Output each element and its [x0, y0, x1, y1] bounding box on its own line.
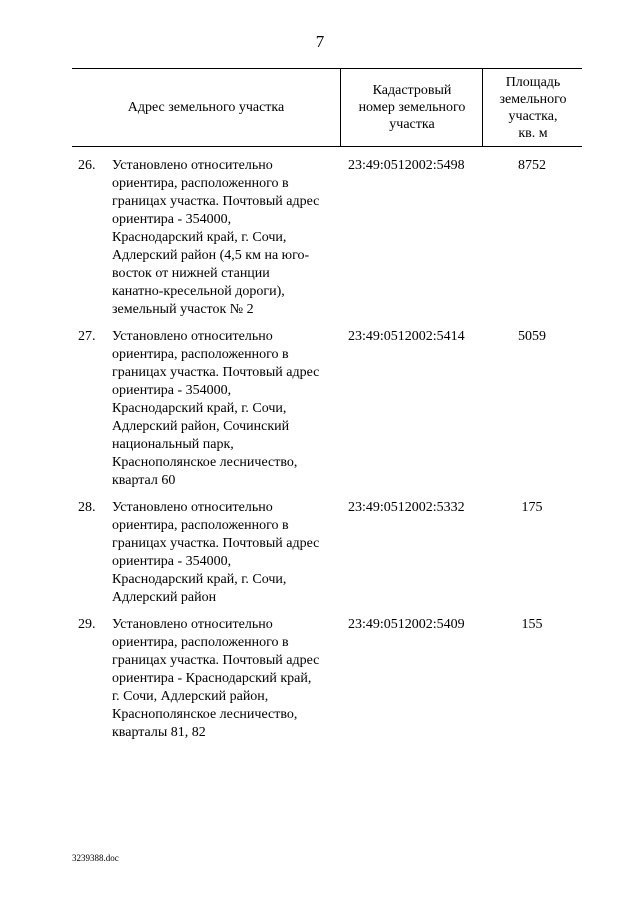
row-cadastral-number: 23:49:0512002:5409 [348, 617, 465, 632]
row-address: Установлено относительно ориентира, расположенного в границах участка. Почтовый адрес ориентира - 354000, Краснодарский край, г. Сочи, Адлерский район (4,5 км на юго- восток от нижней станции канатно-кресельной дороги), земельный участок № 2 [112, 158, 320, 317]
table-body [72, 157, 582, 751]
table-row [72, 328, 582, 499]
row-area: 175 [521, 500, 543, 515]
header-address-label: Адрес земельного участка [127, 100, 285, 115]
row-number: 28. [78, 500, 96, 515]
row-area: 8752 [518, 158, 546, 173]
row-address: Установлено относительно ориентира, расположенного в границах участка. Почтовый адрес ориентира - 354000, Краснодарский край, г. Сочи, Адлерский район, Сочинский национальный парк, Краснополянское лесничество, квартал 60 [112, 329, 320, 488]
document-filename: 3239388.doc [72, 853, 119, 863]
row-cadastral-number: 23:49:0512002:5332 [348, 500, 465, 515]
row-number: 26. [78, 158, 96, 173]
header-area [482, 69, 583, 146]
header-area-label: Площадь земельного участка, кв. м [499, 74, 567, 141]
row-cadastral-number: 23:49:0512002:5498 [348, 158, 465, 173]
header-cadastral-label: Кадастровый номер земельного участка [358, 83, 466, 132]
table-row [72, 157, 582, 328]
row-number: 27. [78, 329, 96, 344]
page-number: 7 [315, 32, 325, 51]
header-address [72, 69, 340, 146]
row-address: Установлено относительно ориентира, расположенного в границах участка. Почтовый адрес ориентира - Краснодарский край, г. Сочи, Адлерский район, Краснополянское лесничество, кварталы 81, 82 [112, 617, 320, 740]
row-area: 155 [521, 617, 543, 632]
row-cadastral-number: 23:49:0512002:5414 [348, 329, 465, 344]
row-number: 29. [78, 617, 96, 632]
header-cadastral [340, 69, 483, 146]
row-address: Установлено относительно ориентира, расположенного в границах участка. Почтовый адрес ориентира - 354000, Краснодарский край, г. Сочи, Адлерский район [112, 500, 320, 605]
table-row [72, 616, 582, 751]
table-header [72, 68, 582, 147]
table-row [72, 499, 582, 616]
row-area: 5059 [518, 329, 546, 344]
